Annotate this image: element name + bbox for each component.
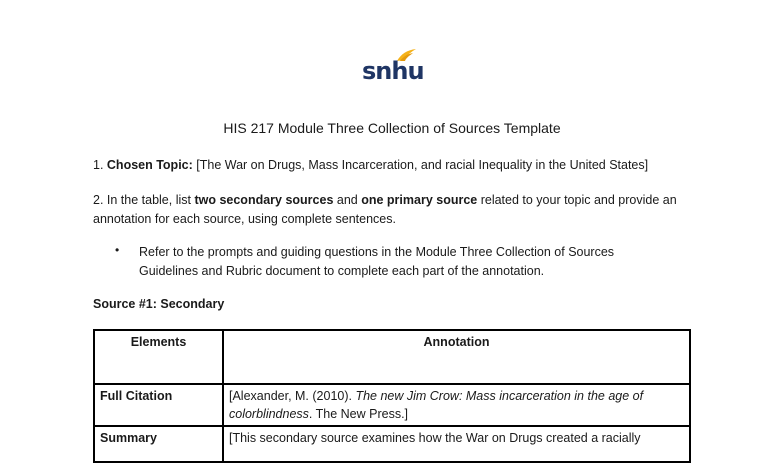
instructions-paragraph <box>93 191 677 229</box>
chosen-topic-paragraph <box>93 156 648 175</box>
header-annotation: Annotation <box>223 330 690 384</box>
bullet-icon: • <box>115 243 120 257</box>
instructions-text-e: related to your topic and provide an <box>477 193 677 207</box>
chosen-topic-value: [The War on Drugs, Mass Incarceration, and racial Inequality in the United States] <box>192 158 649 172</box>
header-elements: Elements <box>94 330 223 384</box>
bullet-line-1: Refer to the prompts and guiding questions in the Module Three Collection of Sources <box>139 245 615 259</box>
logo-text: snhu <box>362 57 424 85</box>
instructions-bold-primary: one primary source <box>361 193 478 207</box>
bullet-text <box>139 243 614 281</box>
bullet-line-2: Guidelines and Rubric document to complete each part of the annotation. <box>139 264 545 278</box>
summary-cell[interactable]: [This secondary source examines how the War on Drugs created a racially <box>223 426 690 462</box>
instructions-text-a: 2. In the table, list <box>93 193 195 207</box>
citation-publisher: . The New Press.] <box>308 407 409 421</box>
instructions-line-2: annotation for each source, using complete sentences. <box>93 212 396 226</box>
citation-author: [Alexander, M. (2010). <box>229 389 356 403</box>
citation-title-2: colorblindness <box>229 407 309 421</box>
item1-prefix: 1. <box>93 158 107 172</box>
table-row <box>94 384 690 426</box>
snhu-logo <box>362 48 422 88</box>
full-citation-cell[interactable] <box>223 384 690 426</box>
citation-title-1: The new Jim Crow: Mass incarceration in the age of <box>355 389 644 403</box>
summary-label: Summary <box>94 426 223 462</box>
table-row <box>94 426 690 462</box>
page-title: HIS 217 Module Three Collection of Sources Template <box>223 120 561 136</box>
instructions-bold-secondary: two secondary sources <box>194 193 334 207</box>
chosen-topic-label: Chosen Topic: <box>106 158 193 172</box>
annotation-table <box>93 329 691 463</box>
table-header-row <box>94 330 690 384</box>
full-citation-label: Full Citation <box>94 384 223 426</box>
source-heading: Source #1: Secondary <box>93 297 225 311</box>
instructions-text-c: and <box>333 193 362 207</box>
